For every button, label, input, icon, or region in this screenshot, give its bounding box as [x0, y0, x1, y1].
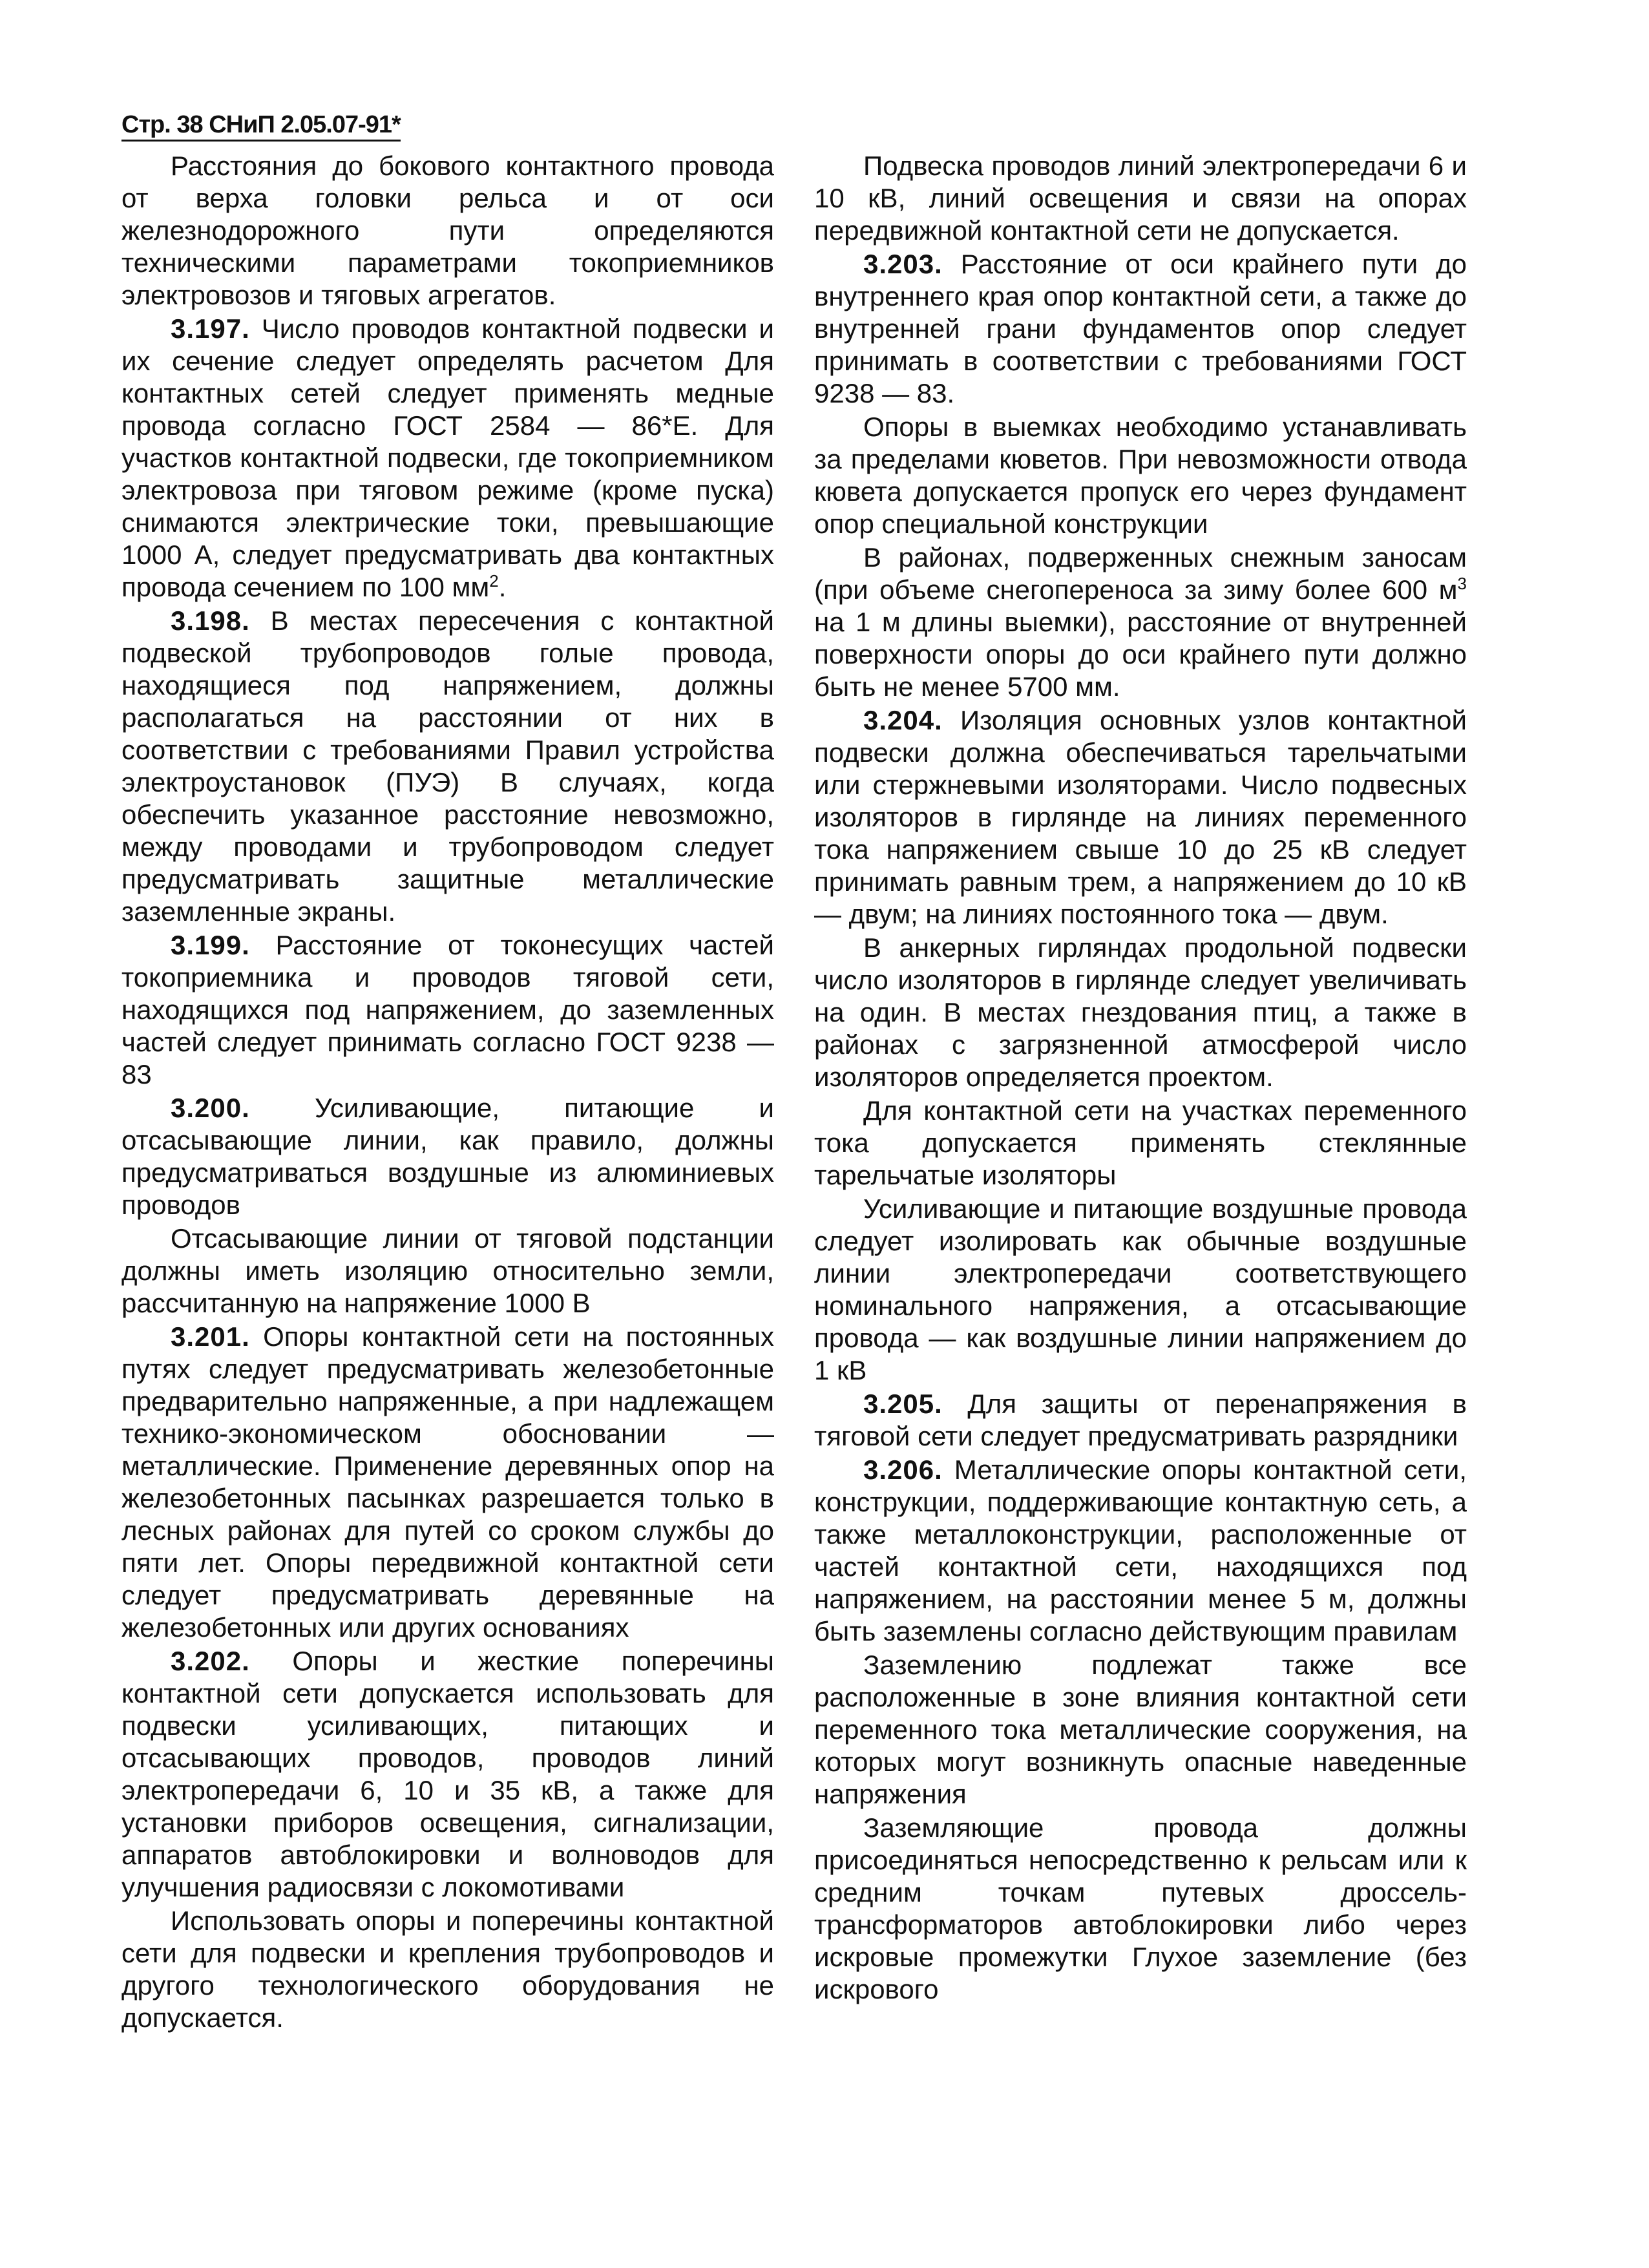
clause-text: Расстояние от токонесущих частей токоприемника и проводов тяговой сети, находящихся под напряжением, до заземленных частей следует принимать согласно ГОСТ 9238 — 83: [121, 930, 774, 1089]
clause-text: В местах пересечения с контактной подвеской трубопроводов голые провода, находящиеся под напряжением, должны располагаться на расстоянии от них в соответствии с требованиями Правил устройства электроустановок (ПУЭ) В случаях, когда обеспечить указанное расстояние невозможно, между проводами и трубопроводом следует предусматривать защитные металлические заземленные экраны.: [121, 605, 774, 927]
clause-number: 3.201.: [171, 1321, 250, 1352]
paragraph-3-200-suction-lines: Отсасывающие линии от тяговой подстанции должны иметь изоляцию относительно земли, рассчитанную на напряжение 1000 В: [121, 1223, 774, 1318]
right-column: [814, 150, 1467, 2007]
running-head: Стр. 38 СНиП 2.05.07-91*: [121, 112, 401, 142]
superscript: 2: [489, 571, 499, 591]
clause-number: 3.204.: [863, 705, 943, 735]
clause-text: Изоляция основных узлов контактной подвески должна обеспечиваться тарельчатыми или стержневыми изоляторами. Число подвесных изоляторов в гирлянде на линиях переменного тока напряжением свыше 10 до 25 кВ следует принимать равным трем, а напряжением до 10 кВ — двум; на линиях постоянного тока — двум.: [814, 705, 1467, 929]
clause-text: Расстояние от оси крайнего пути до внутреннего края опор контактной сети, а также до внутренней грани фундаментов опор следует принимать в соответствии с требованиями ГОСТ 9238 — 83.: [814, 249, 1467, 408]
clause-text: Число проводов контактной подвески и их сечение следует определять расчетом Для контактных сетей следует применять медные провода согласно ГОСТ 2584 — 86*Е. Для участков контактной подвески, где токоприемником электровоза при тяговом режиме (кроме пуска) снимаются электрические токи, превышающие 1000 А, следует предусматривать два контактных провода сечением по 100 мм: [121, 313, 774, 602]
paragraph-3-204-anchor: В анкерных гирляндах продольной подвески число изоляторов в гирлянде следует увеличивать на один. В местах гнездования птиц, а также в районах с загрязненной атмосферой число изоляторов определяется проектом.: [814, 932, 1467, 1092]
clause-number: 3.197.: [171, 313, 250, 344]
clause-3-197: [121, 313, 774, 604]
clause-3-202: [121, 1645, 774, 1904]
clause-text-tail: .: [498, 572, 507, 602]
clause-text: Для защиты от перенапряжения в тяговой сети следует предусматривать разрядники: [814, 1389, 1467, 1451]
clause-3-198: [121, 605, 774, 928]
clause-3-204: [814, 704, 1467, 930]
clause-3-206: [814, 1454, 1467, 1648]
paragraph-continuation: Подвеска проводов линий электропередачи 6 и 10 кВ, линий освещения и связи на опорах передвижной контактной сети не допускается.: [814, 151, 1467, 246]
left-column: [121, 150, 774, 2035]
clause-number: 3.206.: [863, 1454, 943, 1485]
paragraph-3-203-cuttings: Опоры в выемках необходимо устанавливать за пределами кюветов. При невозможности отвода кювета допускается пропуск его через фундамент опор специальной конструкции: [814, 412, 1467, 539]
clause-3-205: [814, 1388, 1467, 1453]
superscript: 3: [1457, 574, 1467, 593]
clause-3-199: [121, 929, 774, 1091]
clause-text: Металлические опоры контактной сети, конструкции, поддерживающие контактную сеть, а также металлоконструкции, расположенные от частей контактной сети, находящихся под напряжением, на расстоянии менее 5 м, должны быть заземлены согласно действующим правилам: [814, 1454, 1467, 1646]
paragraph-3-206-grounding: Заземляющие провода должны присоединяться непосредственно к рельсам или к средним точкам путевых дроссель-трансформаторов автоблокировки либо через искровые промежутки Глухое заземление (без искрового: [814, 1812, 1467, 2004]
paragraph-text-tail: на 1 м длины выемки), расстояние от внутренней поверхности опоры до оси крайнего пути должно быть не менее 5700 мм.: [814, 607, 1467, 702]
paragraph-3-204-feeder: Усиливающие и питающие воздушные провода следует изолировать как обычные воздушные линии электропередачи соответствующего номинального напряжения, а отсасывающие провода — как воздушные линии напряжением до 1 кВ: [814, 1193, 1467, 1385]
clause-number: 3.202.: [171, 1646, 250, 1676]
paragraph-3-204-glass: Для контактной сети на участках переменного тока допускается применять стеклянные тарельчатые изоляторы: [814, 1095, 1467, 1190]
paragraph-3-202-prohibition: Использовать опоры и поперечины контактной сети для подвески и крепления трубопроводов и другого технологического оборудования не допускается.: [121, 1906, 774, 2033]
clause-3-200: [121, 1092, 774, 1221]
clause-number: 3.205.: [863, 1389, 943, 1419]
paragraph-3-203-snow: [814, 541, 1467, 703]
clause-number: 3.200.: [171, 1093, 250, 1123]
clause-number: 3.199.: [171, 930, 250, 960]
clause-text: Усиливающие, питающие и отсасывающие линии, как правило, должны предусматриваться воздушные из алюминиевых проводов: [121, 1093, 774, 1220]
clause-text: Опоры и жесткие поперечины контактной сети допускается использовать для подвески усиливающих, питающих и отсасывающих проводов, проводов линий электропередачи 6, 10 и 35 кВ, а также для установки приборов освещения, сигнализации, аппаратов автоблокировки и волноводов для улучшения радиосвязи с локомотивами: [121, 1646, 774, 1902]
clause-number: 3.198.: [171, 605, 250, 636]
clause-text: Опоры контактной сети на постоянных путях следует предусматривать железобетонные предварительно напряженные, а при надлежащем технико-экономическом обосновании — металлические. Применение деревянных опор на железобетонных пасынках разрешается только в лесных районах для путей со сроком службы до пяти лет. Опоры передвижной контактной сети следует предусматривать деревянные на железобетонных или других основаниях: [121, 1321, 774, 1643]
clause-3-203: [814, 248, 1467, 410]
paragraph-intro: Расстояния до бокового контактного провода от верха головки рельса и от оси железнодорожного пути определяются техническими параметрами токоприемников электровозов и тяговых агрегатов.: [121, 151, 774, 310]
paragraph-text: В районах, подверженных снежным заносам (при объеме снегопереноса за зиму более 600 м: [814, 542, 1467, 605]
paragraph-3-206-induced: Заземлению подлежат также все расположенные в зоне влияния контактной сети переменного тока металлические сооружения, на которых могут возникнуть опасные наведенные напряжения: [814, 1650, 1467, 1809]
clause-3-201: [121, 1321, 774, 1644]
clause-number: 3.203.: [863, 249, 943, 279]
